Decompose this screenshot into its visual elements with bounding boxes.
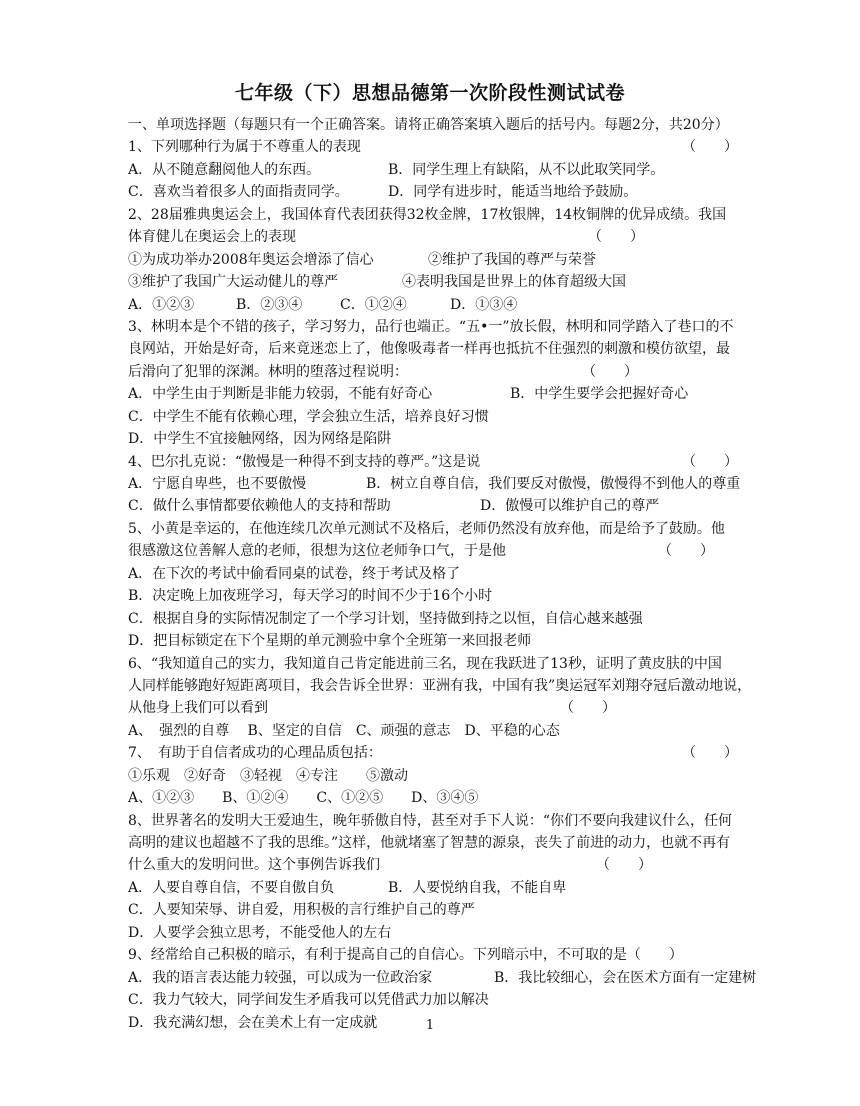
question-7-stem xyxy=(128,742,788,764)
item-3: ③维护了我国广大运动健儿的尊严 xyxy=(128,274,338,291)
option-a: A．①②③ xyxy=(128,296,195,313)
option-a: A．中学生由于判断是非能力较弱，不能有好奇心 xyxy=(128,386,433,403)
question-6-stem-line1: 6、“我知道自己的实力，我知道自己肯定能进前三名，现在我跃进了13秒，证明了黄皮肤的中国 xyxy=(128,655,722,672)
answer-parentheses: （ ） xyxy=(596,857,652,874)
question-stem-text: 4、巴尔扎克说：“傲慢是一种得不到支持的尊严。”这是说 xyxy=(128,453,481,470)
question-4-options-ab xyxy=(128,473,788,495)
question-2-items-12 xyxy=(128,249,788,271)
question-stem-text: 体育健儿在奥运会上的表现 xyxy=(128,229,296,246)
question-2-items-34 xyxy=(128,271,788,293)
question-5-option-c: C．根据自身的实际情况制定了一个学习计划，坚持做到持之以恒，自信心越来越强 xyxy=(128,610,643,627)
section-heading: 一、单项选择题（每题只有一个正确答案。请将正确答案填入题后的括号内。每题2分，共20分） xyxy=(128,117,729,133)
question-stem-text: 从他身上我们可以看到 xyxy=(128,700,268,717)
question-5-option-b: B．决定晚上加夜班学习，每天学习的时间不少于16个小时 xyxy=(128,588,493,605)
question-5-stem-line1: 5、小黄是幸运的，在他连续几次单元测试不及格后，老师仍然没有放弃他，而是给予了鼓励。他 xyxy=(128,520,725,537)
item-1: ①为成功举办2008年奥运会增添了信心 xyxy=(128,251,374,268)
question-3-stem-line3 xyxy=(128,361,788,383)
question-8-option-d: D．人要学会独立思考，不能受他人的左右 xyxy=(128,924,392,941)
item-4: ④表明我国是世界上的体育超级大国 xyxy=(402,274,626,291)
option-b: B．②③④ xyxy=(236,296,303,313)
option-b: B．人要悦纳自我，不能自卑 xyxy=(388,879,567,896)
question-8-stem-line2: 高明的建议也超越不了我的思维。”这样，他就堵塞了智慧的源泉，丧失了前进的动力，也就不再有 xyxy=(128,835,731,851)
option-b: B．同学生理上有缺陷，从不以此取笑同学。 xyxy=(388,161,665,178)
question-7-items: ①乐观 ②好奇 ③轻视 ④专注 ⑤激动 xyxy=(128,767,408,784)
option-d: D．①③④ xyxy=(450,296,518,313)
option-c: C．做什么事情都要依赖他人的支持和帮助 xyxy=(128,498,391,515)
page-number: 1 xyxy=(425,1018,435,1033)
question-8-options-ab xyxy=(128,877,788,899)
answer-parentheses: （ ） xyxy=(588,229,644,246)
question-3-option-d: D．中学生不宜接触网络，因为网络是陷阱 xyxy=(128,431,392,448)
question-8-stem-line1: 8、世界著名的发明大王爱迪生，晚年骄傲自恃，甚至对手下人说：“你们不要向我建议什么，任何 xyxy=(128,812,733,829)
option-c: C．①②④ xyxy=(340,296,407,313)
page-title: 七年级（下）思想品德第一次阶段性测试试卷 xyxy=(234,82,625,104)
question-1-options-cd xyxy=(128,181,788,203)
question-stem-text: 很感激这位善解人意的老师，很想为这位老师争口气，于是他 xyxy=(128,543,506,560)
option-d: D．同学有进步时，能适当地给予鼓励。 xyxy=(388,184,638,201)
question-2-options xyxy=(128,294,788,316)
option-b: B．树立自尊自信，我们要反对傲慢，傲慢得不到他人的尊重 xyxy=(366,476,741,492)
option-c: C．喜欢当着很多人的面指责同学。 xyxy=(128,184,349,201)
question-9-stem: 9、经常给自己积极的暗示，有利于提高自己的自信心。下列暗示中，不可取的是（ ） xyxy=(128,947,683,964)
question-stem-text: 什么重大的发明问世。这个事例告诉我们 xyxy=(128,857,380,874)
answer-parentheses: （ ） xyxy=(682,453,738,470)
question-stem-text: 1、下列哪种行为属于不尊重人的表现 xyxy=(128,139,361,156)
question-1-options-ab xyxy=(128,159,788,181)
question-6-stem-line2: 人同样能够跑好短距离项目，我会告诉全世界：亚洲有我，中国有我”奥运冠军刘翔夺冠后激动地说， xyxy=(128,677,752,694)
question-3-stem-line1: 3、林明本是个不错的孩子，学习努力，品行也端正。“五•一”放长假，林明和同学踏入了巷口的不 xyxy=(128,318,734,335)
question-stem-text: 7、 有助于自信者成功的心理品质包括： xyxy=(128,745,382,762)
answer-parentheses: （ ） xyxy=(658,543,714,560)
question-8-stem-line3 xyxy=(128,854,788,876)
option-a: A．从不随意翻阅他人的东西。 xyxy=(128,161,321,178)
question-1-stem xyxy=(128,136,788,158)
answer-parentheses: （ ） xyxy=(582,363,638,380)
question-9-option-c: C．我力气较大，同学间发生矛盾我可以凭借武力加以解决 xyxy=(128,992,489,1009)
question-3-option-c: C．中学生不能有依赖心理，学会独立生活，培养良好习惯 xyxy=(128,408,489,425)
question-2-stem-line1: 2、28届雅典奥运会上，我国体育代表团获得32枚金牌，17枚银牌，14枚铜牌的优异成绩。我国 xyxy=(128,206,727,223)
question-5-option-a: A．在下次的考试中偷看同桌的试卷，终于考试及格了 xyxy=(128,565,461,582)
exam-content xyxy=(128,114,788,1034)
question-3-stem-line2: 良网站，开始是好奇，后来竟迷恋上了，他像吸毒者一样再也抵抗不住强烈的刺激和模仿欲望，最 xyxy=(128,341,730,358)
question-4-stem xyxy=(128,451,788,473)
item-2: ②维护了我国的尊严与荣誉 xyxy=(428,251,596,268)
option-a: A．人要自尊自信，不要自傲自负 xyxy=(128,879,335,896)
answer-parentheses: （ ） xyxy=(560,700,616,717)
option-d: D．傲慢可以维护自己的尊严 xyxy=(480,498,660,515)
question-5-option-d: D．把目标锁定在下个星期的单元测验中拿个全班第一来回报老师 xyxy=(128,633,532,650)
question-9-option-d: D．我充满幻想，会在美术上有一定成就 xyxy=(128,1014,378,1031)
question-8-option-c: C．人要知荣辱、讲自爱，用积极的言行维护自己的尊严 xyxy=(128,902,475,919)
question-5-stem-line2 xyxy=(128,540,788,562)
question-stem-text: 后滑向了犯罪的深渊。林明的堕落过程说明： xyxy=(128,363,408,380)
question-7-options: A、①②③ B、①②④ C、①②⑤ D、③④⑤ xyxy=(128,790,479,807)
question-6-stem-line3 xyxy=(128,697,788,719)
question-4-options-cd xyxy=(128,495,788,517)
question-3-options-ab xyxy=(128,383,788,405)
question-2-stem-line2 xyxy=(128,226,788,248)
option-a: A．我的语言表达能力较强，可以成为一位政治家 xyxy=(128,969,433,986)
question-9-options-ab xyxy=(128,967,788,989)
answer-parentheses: （ ） xyxy=(682,745,738,762)
option-b: B．我比较细心，会在医术方面有一定建树 xyxy=(494,969,757,986)
answer-parentheses: （ ） xyxy=(682,139,738,156)
option-b: B．中学生要学会把握好奇心 xyxy=(510,386,689,403)
question-6-options: A、 强烈的自尊 B、坚定的自信 C、顽强的意志 D、平稳的心态 xyxy=(128,722,560,739)
option-a: A．宁愿自卑些，也不要傲慢 xyxy=(128,476,307,492)
